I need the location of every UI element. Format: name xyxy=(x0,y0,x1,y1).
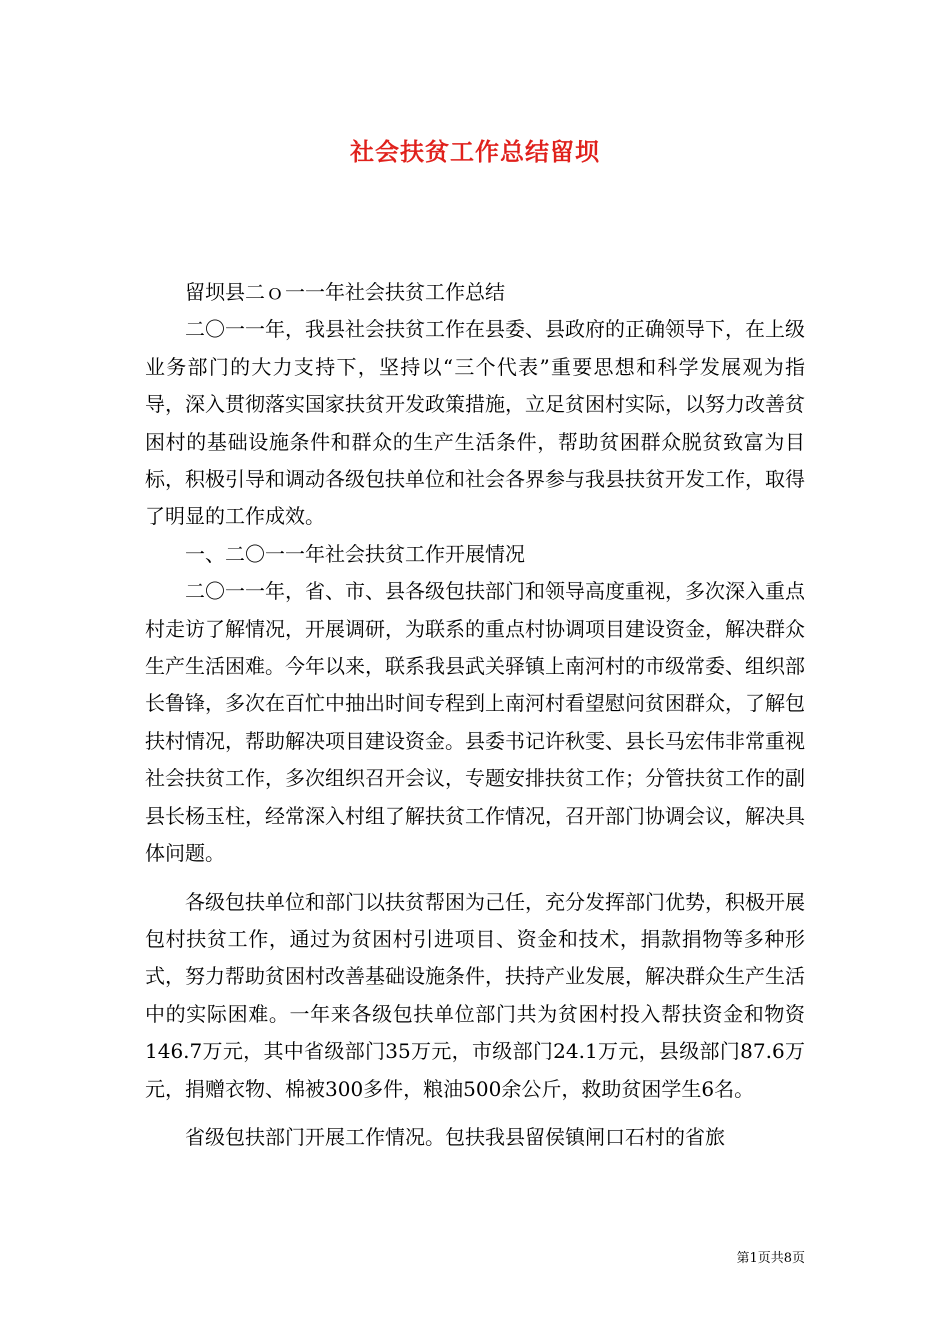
document-title: 社会扶贫工作总结留坝 xyxy=(350,137,600,166)
paragraph: 各级包扶单位和部门以扶贫帮困为己任，充分发挥部门优势，积极开展包村扶贫工作，通过为贫困村引进项目、资金和技术，捐款捐物等多种形式，努力帮助贫困村改善基础设施条件，扶持产业发展，解决群众生产生活中的实际困难。一年来各级包扶单位部门共为贫困村投入帮扶资金和物资146.7万元，其中省级部门35万元，市级部门24.1万元，县级部门87.6万元，捐赠衣物、棉被300多件，粮油500余公斤，救助贫困学生6名。 xyxy=(145,889,805,1101)
page-number: 第1页共8页 xyxy=(736,1251,805,1266)
paragraph-heading: 留坝县二ｏ一一年社会扶贫工作总结 xyxy=(185,280,505,304)
paragraph: 省级包扶部门开展工作情况。包扶我县留侯镇闸口石村的省旅 xyxy=(185,1124,725,1149)
paragraph: 二〇一一年，省、市、县各级包扶部门和领导高度重视，多次深入重点村走访了解情况，开展调研，为联系的重点村协调项目建设资金，解决群众生产生活困难。今年以来，联系我县武关驿镇上南河村的市级常委、组织部长鲁锋，多次在百忙中抽出时间专程到上南河村看望慰问贫困群众，了解包扶村情况，帮助解决项目建设资金。县委书记许秋雯、县长马宏伟非常重视社会扶贫工作，多次组织召开会议，专题安排扶贫工作；分管扶贫工作的副县长杨玉柱，经常深入村组了解扶贫工作情况，召开部门协调会议，解决具体问题。 xyxy=(145,579,805,866)
section-heading: 一、二〇一一年社会扶贫工作开展情况 xyxy=(185,541,525,566)
document-body xyxy=(145,274,805,1156)
paragraph-intro: 二〇一一年，我县社会扶贫工作在县委、县政府的正确领导下，在上级业务部门的大力支持下，坚持以“三个代表”重要思想和科学发展观为指导，深入贯彻落实国家扶贫开发政策措施，立足贫困村实际，以努力改善贫困村的基础设施条件和群众的生产生活条件，帮助贫困群众脱贫致富为目标，积极引导和调动各级包扶单位和社会各界参与我县扶贫开发工作，取得了明显的工作成效。 xyxy=(145,317,805,529)
